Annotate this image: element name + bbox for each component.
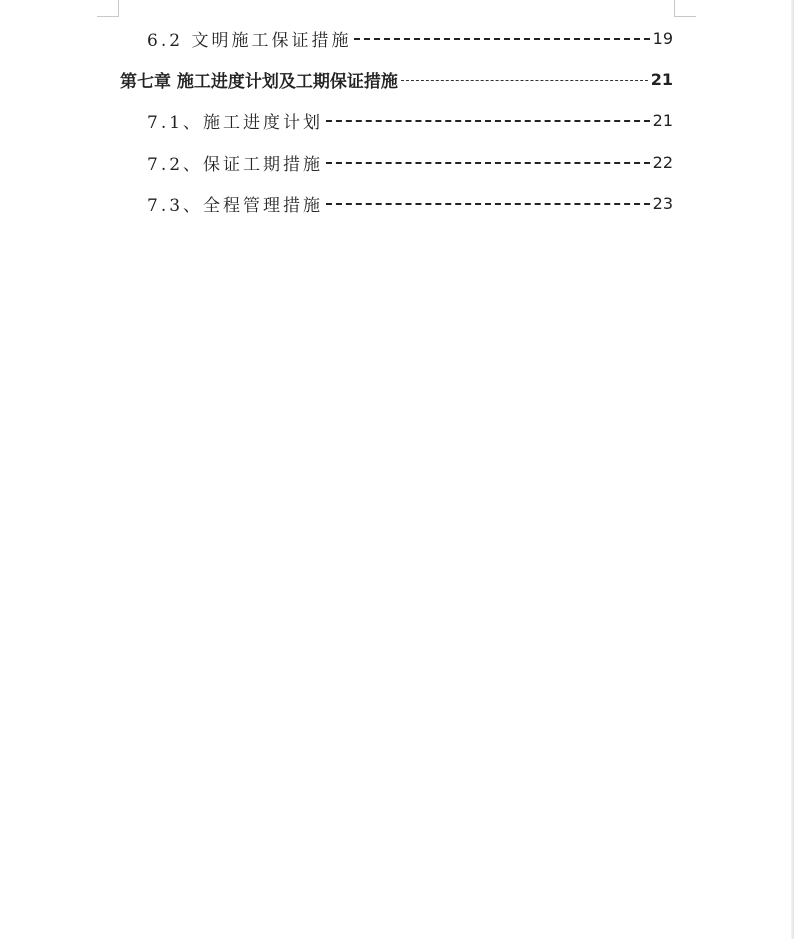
toc-dot-leader: [326, 120, 650, 122]
toc-entry-7-1[interactable]: [147, 107, 673, 133]
toc-entry-title: 7.3、全程管理措施: [147, 195, 324, 216]
toc-dot-leader: [354, 38, 649, 40]
toc-dot-leader: [401, 80, 648, 81]
toc-dot-leader: [326, 203, 650, 205]
toc-page-number: 22: [652, 152, 673, 172]
toc-dot-leader: [326, 162, 650, 164]
toc-entry-7-3[interactable]: [147, 190, 673, 216]
toc-entry-chapter-7[interactable]: [120, 66, 673, 92]
toc-entry-title: 6.2 文明施工保证措施: [147, 30, 352, 51]
toc-page-number: 23: [652, 193, 673, 213]
toc-page-number: 21: [652, 110, 673, 130]
top-left-crop-mark: [97, 0, 119, 17]
toc-chapter-title: 第七章 施工进度计划及工期保证措施: [120, 71, 398, 92]
toc-entry-6-2[interactable]: [147, 25, 673, 51]
toc-page-number: 21: [650, 69, 673, 89]
top-right-crop-mark: [674, 0, 696, 17]
toc-entry-title: 7.1、施工进度计划: [147, 112, 324, 133]
toc-entry-7-2[interactable]: [147, 149, 673, 175]
toc-page-number: 19: [652, 28, 673, 48]
toc-entry-title: 7.2、保证工期措施: [147, 154, 324, 175]
